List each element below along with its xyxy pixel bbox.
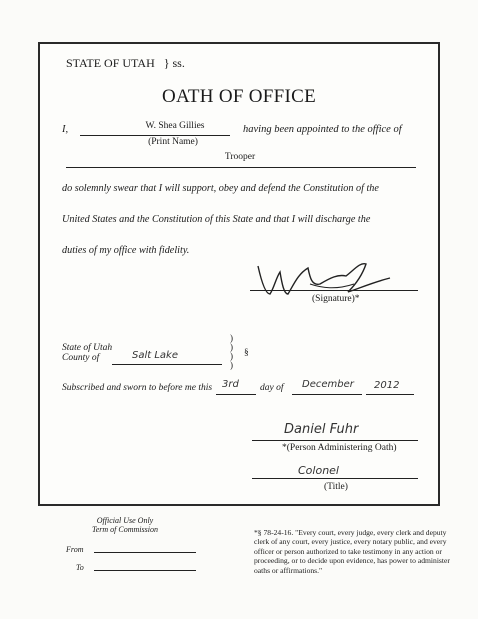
- title-line: [252, 478, 418, 479]
- oath-text-line-2: United States and the Constitution of this State and that I will discharge the: [62, 214, 371, 225]
- appointed-text: having been appointed to the office of: [243, 124, 402, 135]
- print-name-label: (Print Name): [148, 137, 198, 147]
- i-label: I,: [62, 124, 69, 135]
- administrator-label: *(Person Administering Oath): [282, 443, 397, 453]
- state-header: [66, 56, 185, 71]
- to-label: To: [76, 563, 84, 572]
- office-value: Trooper: [224, 152, 256, 162]
- official-use-line-1: Official Use Only: [96, 516, 154, 525]
- title-label: (Title): [324, 482, 348, 492]
- section-symbol: §: [244, 348, 249, 358]
- month-line: [292, 394, 362, 395]
- year-value: 2012: [374, 380, 400, 391]
- official-use-heading: [80, 516, 170, 534]
- day-line: [216, 394, 256, 395]
- state-name: STATE OF UTAH: [66, 56, 155, 70]
- county-line: [112, 364, 222, 365]
- oath-text-line-3: duties of my office with fidelity.: [62, 245, 190, 256]
- state-of-utah-label: State of Utah: [62, 343, 113, 353]
- month-value: December: [302, 379, 354, 390]
- name-value: W. Shea Gillies: [145, 121, 205, 131]
- county-value: Salt Lake: [132, 350, 178, 361]
- office-line: [66, 167, 416, 168]
- ss-label: } ss.: [163, 56, 185, 70]
- oath-form-frame: [38, 42, 440, 506]
- county-label: County of: [62, 353, 100, 363]
- day-of-label: day of: [260, 383, 284, 393]
- year-line: [366, 394, 414, 395]
- signature-label: (Signature)*: [312, 294, 360, 304]
- signature-line: [250, 290, 418, 291]
- administrator-handwriting: Daniel Fuhr: [284, 422, 359, 437]
- title-value: Colonel: [298, 464, 339, 477]
- from-line: [94, 552, 196, 553]
- official-use-line-2: Term of Commission: [92, 525, 158, 534]
- page-title: OATH OF OFFICE: [161, 86, 317, 107]
- name-line: [80, 135, 230, 136]
- day-value: 3rd: [222, 379, 239, 390]
- subscribed-prefix: Subscribed and sworn to before me this: [62, 383, 213, 393]
- to-line: [94, 570, 196, 571]
- oath-text-line-1: do solemnly swear that I will support, obey and defend the Constitution of the: [62, 183, 379, 194]
- statute-note: *§ 78-24-16. "Every court, every judge, every clerk and deputy clerk of any court, every justice, every notary public, and every officer or person authorized to take testimony in any action or proceeding, or to decide upon evidence, has power to administer oaths or affirmations.": [254, 528, 450, 575]
- venue-brace: ) ) ) ): [230, 333, 233, 370]
- from-label: From: [66, 545, 84, 554]
- administrator-line: [252, 440, 418, 441]
